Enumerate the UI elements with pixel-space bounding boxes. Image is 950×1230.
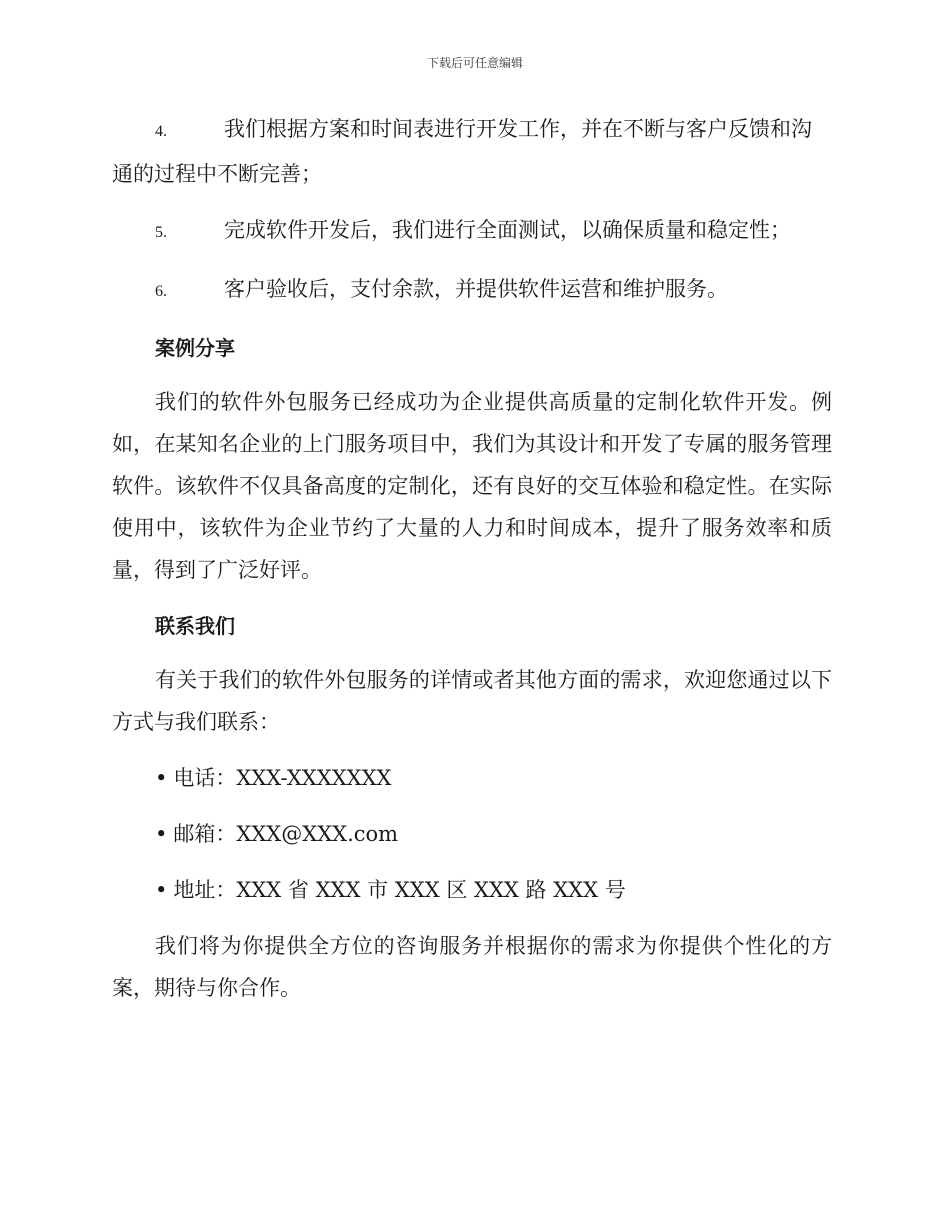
bullet-icon: • [155,822,168,846]
contact-intro: 有关于我们的软件外包服务的详情或者其他方面的需求，欢迎您通过以下方式与我们联系： [112,668,832,734]
step-text: 客户验收后，支付余款，并提供软件运营和维护服务。 [224,277,728,301]
closing-paragraph: 我们将为你提供全方位的咨询服务并根据你的需求为你提供个性化的方案，期待与你合作。 [112,934,832,1000]
step-number: 4. [155,123,167,140]
contact-email-text: 邮箱：XXX@XXX.com [173,822,399,846]
bullet-icon: • [155,766,168,790]
step-item-4 [112,108,832,195]
contact-address [112,869,832,911]
contact-phone-text: 电话：XXX-XXXXXXX [173,766,392,790]
step-number: 6. [155,283,167,300]
step-item-5 [112,209,832,254]
contact-heading: 联系我们 [155,614,235,638]
contact-phone [112,757,832,799]
case-paragraph: 我们的软件外包服务已经成功为企业提供高质量的定制化软件开发。例如，在某知名企业的上门服务项目中，我们为其设计和开发了专属的服务管理软件。该软件不仅具备高度的定制化，还有良好的交互体验和稳定性。在实际使用中，该软件为企业节约了大量的人力和时间成本，提升了服务效率和质量，得到了广泛好评。 [112,390,832,582]
contact-address-text: 地址：XXX 省 XXX 市 XXX 区 XXX 路 XXX 号 [173,878,626,902]
case-heading: 案例分享 [155,336,235,360]
bullet-icon: • [155,878,168,902]
page-header: 下载后可任意编辑 [426,56,523,70]
step-item-6 [112,268,832,313]
step-number: 5. [155,224,167,241]
contact-email [112,813,832,855]
step-text: 我们根据方案和时间表进行开发工作，并在不断与客户反馈和沟通的过程中不断完善； [112,117,812,186]
document-body [112,108,832,1023]
step-text: 完成软件开发后，我们进行全面测试，以确保质量和稳定性； [224,218,791,242]
